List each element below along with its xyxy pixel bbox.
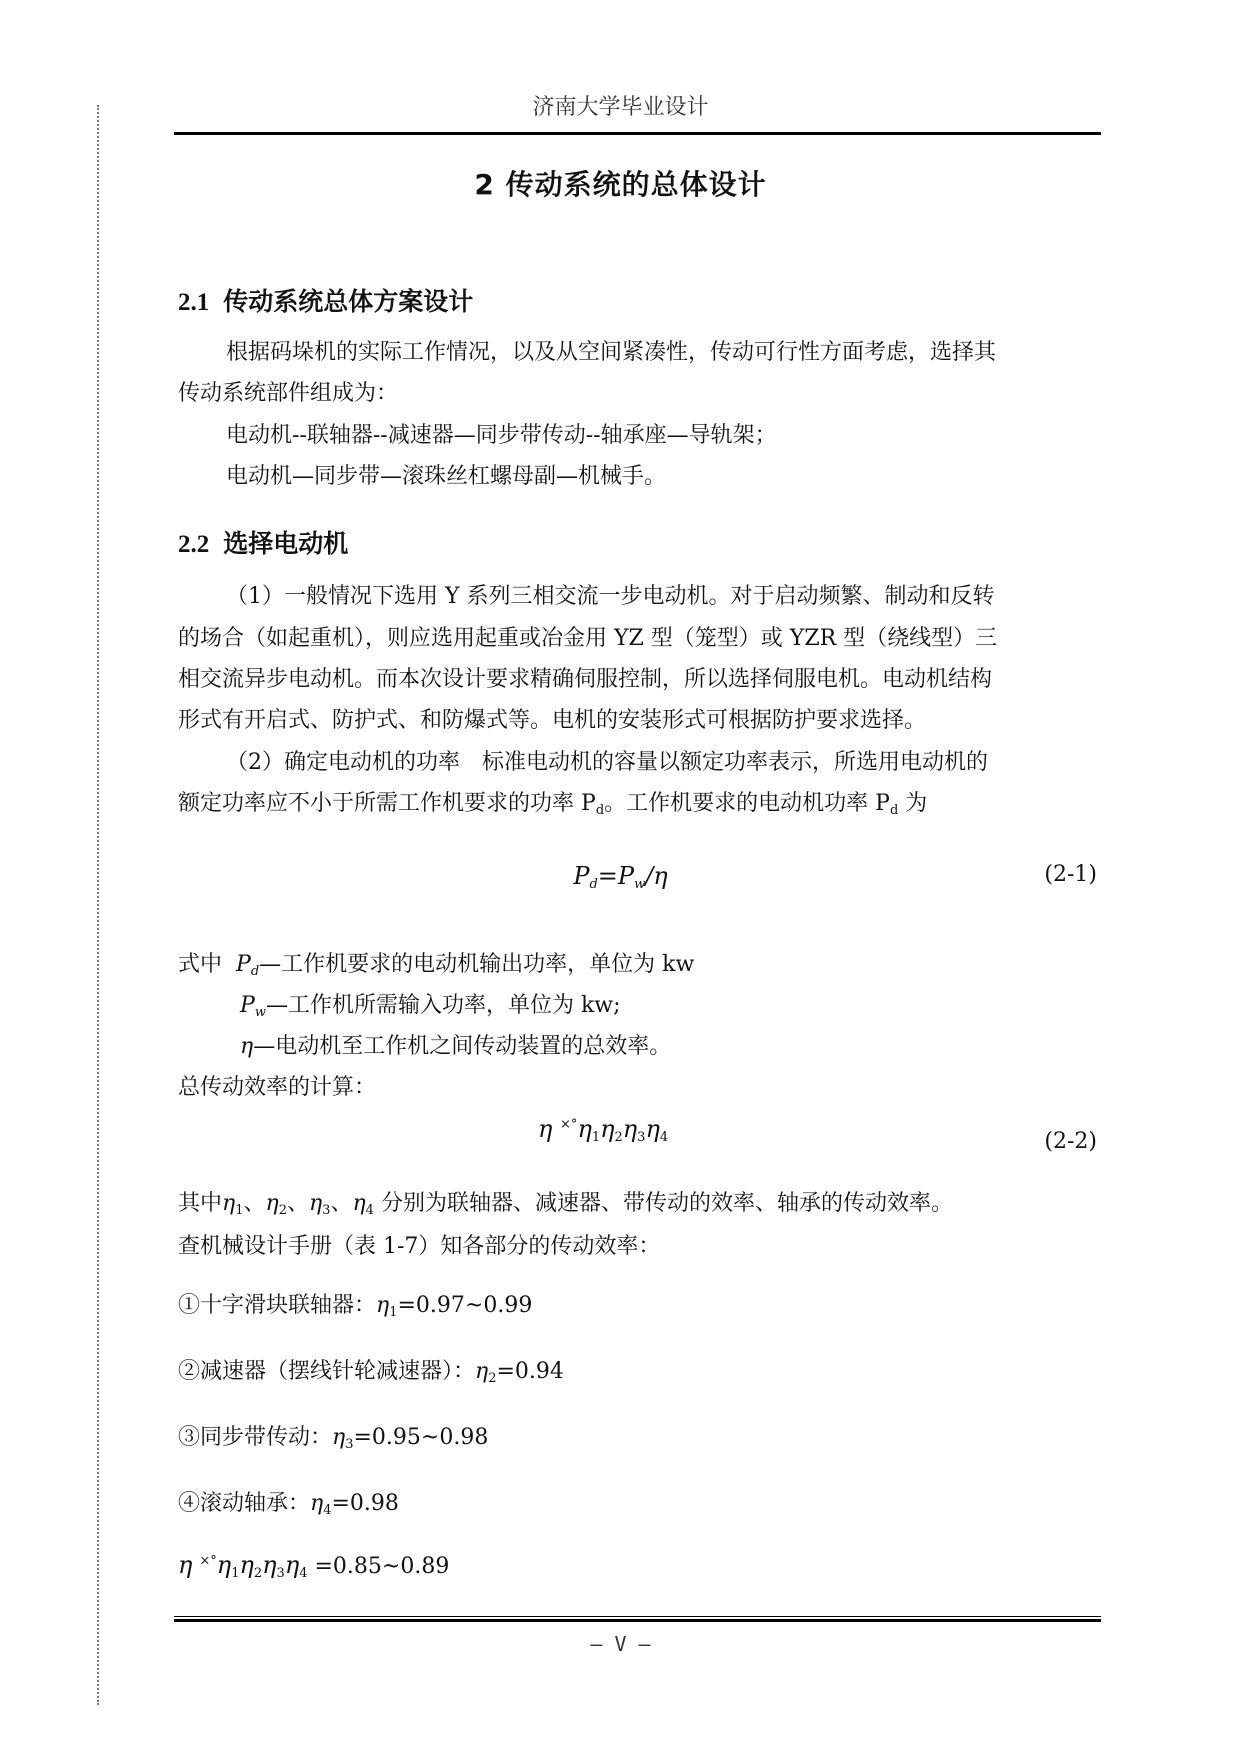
eq-symbol: =P — [597, 862, 635, 890]
section-2-1-heading — [178, 282, 473, 318]
item-value: =0.95~0.98 — [353, 1425, 489, 1450]
text-run: —工作机所需输入功率，单位为 kw; — [265, 993, 621, 1018]
running-header: 济南大学毕业设计 — [532, 95, 709, 120]
item-value: =0.94 — [496, 1359, 564, 1384]
subscript: d — [250, 964, 260, 979]
page-number: – V – — [590, 1632, 651, 1656]
paragraph-line: 相交流异步电动机。而本次设计要求精确伺服控制，所以选择伺服电机。电动机结构 — [178, 667, 993, 692]
text-run: —电动机至工作机之间传动装置的总效率。 — [253, 1034, 672, 1059]
paragraph-line: 总传动效率的计算： — [178, 1075, 377, 1100]
total-value: =0.85~0.89 — [314, 1554, 450, 1579]
eq-subscript: d — [589, 877, 598, 892]
item-value: =0.97~0.99 — [397, 1293, 533, 1318]
equation-body: η $^{\times^\circ}\eta_1\eta_2\eta_3\eta_4$ — [538, 1115, 669, 1145]
efficiency-item: ④滚动轴承：$\eta_4=0.98$ — [178, 1491, 399, 1518]
paragraph-line: 电动机--联轴器--减速器—同步带传动--轴承座—导轨架； — [226, 423, 777, 448]
item-value: =0.98 — [331, 1491, 399, 1516]
item-label: ①十字滑块联轴器： — [178, 1293, 377, 1318]
paragraph-line: 根据码垛机的实际工作情况，以及从空间紧凑性，传动可行性方面考虑，选择其 — [226, 340, 997, 365]
separator: 、 — [330, 1191, 353, 1216]
definition-line — [240, 1029, 1160, 1060]
separator: 、 — [243, 1191, 266, 1216]
symbol: η — [240, 1034, 254, 1059]
text-run: 式中 — [178, 952, 223, 977]
chapter-title: 2 传动系统的总体设计 — [474, 168, 767, 201]
paragraph-line: 查机械设计手册（表 1-7）知各部分的传动效率： — [178, 1234, 661, 1259]
paragraph-line: 的场合（如起重机），则应选用起重或冶金用 YZ 型（笼型）或 YZR 型（绕线型）三 — [178, 626, 998, 651]
definition-line — [178, 947, 1098, 979]
item-label: ④滚动轴承： — [178, 1491, 311, 1516]
subscript: 3 — [345, 1437, 354, 1452]
text-run: 其中 — [178, 1191, 223, 1216]
paragraph-line: 传动系统部件组成为： — [178, 381, 399, 406]
symbol: P — [240, 993, 255, 1018]
efficiency-item: ②减速器（摆线针轮减速器）：$\eta_2=0.94$ — [178, 1359, 564, 1386]
symbol: P — [236, 952, 251, 977]
section-2-2-heading — [178, 524, 348, 560]
equation-number: (2-1) — [1044, 862, 1097, 887]
subscript: d — [889, 803, 899, 818]
section-number: 2.1 — [178, 289, 210, 316]
eq-subscript: w — [634, 877, 646, 892]
total-efficiency: η $^{\times^\circ}\eta_1\eta_2\eta_3\eta_4$ =0.85~0.89 — [178, 1551, 450, 1581]
subscript: 1 — [389, 1305, 398, 1320]
footer-rule — [174, 1619, 1101, 1622]
item-label: ②减速器（摆线针轮减速器）： — [178, 1359, 476, 1384]
section-title: 选择电动机 — [223, 529, 349, 558]
paragraph-line — [178, 786, 1098, 818]
subscript: 2 — [488, 1371, 497, 1386]
separator: 、 — [286, 1191, 309, 1216]
efficiency-item: ①十字滑块联轴器：$\eta_1=0.97\sim 0.99$ — [178, 1293, 533, 1320]
section-number: 2.2 — [178, 531, 210, 558]
footer-rule — [174, 1616, 1101, 1617]
text-run: 。工作机要求的电动机功率 P — [604, 791, 890, 816]
paragraph-line: （2）确定电动机的功率 标准电动机的容量以额定功率表示，所选用电动机的 — [226, 750, 988, 775]
subscript: 4 — [323, 1503, 332, 1518]
subscript: w — [254, 1005, 266, 1020]
eq-symbol: P — [573, 862, 590, 890]
paragraph-line: 其中$\eta_1$、$\eta_2$、$\eta_3$、$\eta_4$ 分别为联轴器、减速器、带传动的效率、轴承的传动效率。 — [178, 1191, 953, 1218]
text-run: —工作机要求的电动机输出功率，单位为 kw — [259, 952, 695, 977]
text-run: 为 — [898, 791, 928, 816]
text-run: 额定功率应不小于所需工作机要求的功率 P — [178, 791, 596, 816]
text-run: 分别为联轴器、减速器、带传动的效率、轴承的传动效率。 — [380, 1191, 953, 1216]
equation-number: (2-2) — [1044, 1129, 1097, 1154]
eq-symbol: /η — [645, 862, 668, 890]
binding-dotted-line — [97, 105, 99, 1705]
subscript: d — [595, 803, 605, 818]
paragraph-line: （1）一般情况下选用 Y 系列三相交流一步电动机。对于启动频繁、制动和反转 — [226, 584, 995, 609]
header-rule — [174, 132, 1101, 135]
section-title: 传动系统总体方案设计 — [223, 287, 474, 316]
efficiency-item: ③同步带传动：$\eta_3=0.95\sim 0.98$ — [178, 1425, 489, 1452]
paragraph-line: 形式有开启式、防护式、和防爆式等。电机的安装形式可根据防护要求选择。 — [178, 708, 927, 733]
item-label: ③同步带传动： — [178, 1425, 333, 1450]
definition-line — [240, 988, 1160, 1020]
paragraph-line: 电动机—同步带—滚珠丝杠螺母副—机械手。 — [226, 464, 667, 489]
